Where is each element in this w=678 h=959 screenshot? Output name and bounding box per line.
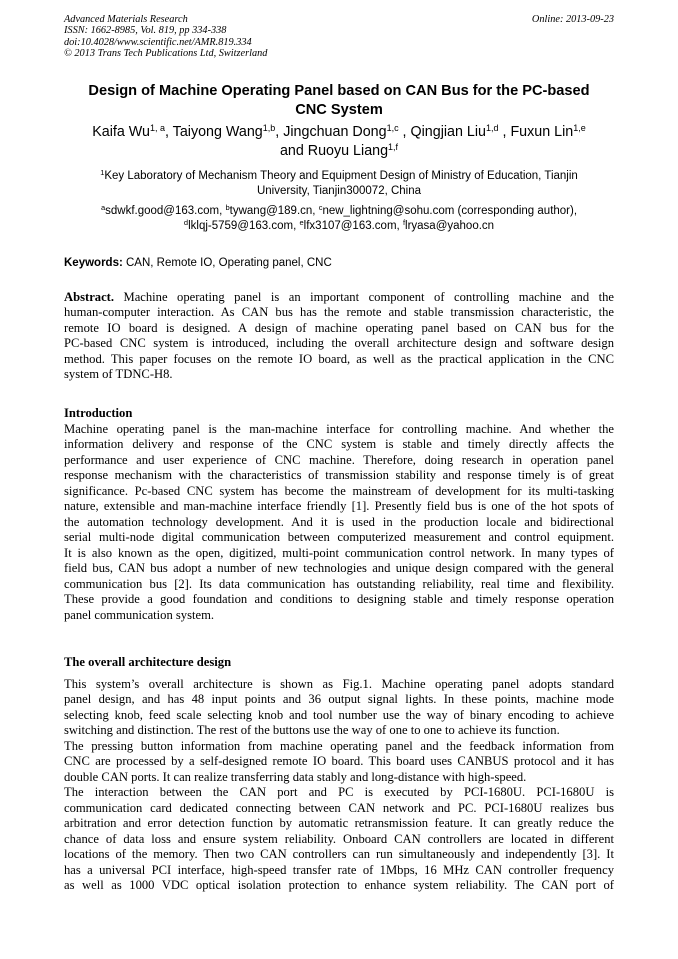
email-address: new_lightning@sohu.com (corresponding author), [322,205,578,217]
email-line-2 [40,219,638,234]
body-line: This system’s overall architecture is shown as Fig.1. Machine operating panel adopts standard [64,677,614,691]
body-line: as well as 1000 VDC optical isolation protection to enhance system reliability. The CAN port of [64,878,614,893]
abstract-line: human-computer interaction. As CAN bus has the remote and stable transmission characteristic, the [64,305,614,320]
affiliation-line-1 [58,169,620,184]
body-line: significance. Pc-based CNC system has become the mainstream of development for its multi-tasking [64,483,614,498]
affiliation [58,169,620,199]
abstract-line [64,290,614,305]
author-line-1 [44,123,634,142]
copyright-line: © 2013 Trans Tech Publications Ltd, Switzerland [64,47,268,59]
email-line-1 [40,204,638,219]
body-line: response mechanism with the characteristics of transmission stability and response timely is of great [64,468,614,483]
author-affiliation-mark: 1,d [486,123,499,133]
body-line: has a universal PCI interface, high-speed transfer rate of 1Mbps, 16 MHz CAN controller frequency [64,862,614,877]
journal-name: Advanced Materials Research [64,14,188,25]
abstract-line: method. This paper focuses on the remote IO board, as well as the practical application in the CNC [64,351,614,366]
email-mark: a [100,203,106,212]
email-address: sdwkf.good@163.com, [105,205,226,217]
section-heading-introduction: Introduction [64,406,133,420]
email-mark: c [318,203,323,212]
affiliation-mark: 1 [100,168,105,177]
abstract-line: PC-based CNC system is introduced, including the overall architecture design and software design [64,336,614,351]
abstract-label: Abstract. [64,290,115,304]
journal-header [64,14,616,59]
body-line: panel communication system. [64,607,215,622]
body-line: The interaction between the CAN port and PC is executed by PCI-1680U. PCI-1680U is [64,785,614,800]
email-address: tywang@189.cn, [229,205,319,217]
affiliation-text: Key Laboratory of Mechanism Theory and Equipment Design of Ministry of Education, Tianjin [104,170,578,182]
body-line: These provide a good foundation and conditions to designing stable and timely response operation [64,592,614,607]
email-mark: e [299,218,304,227]
body-line: chance of data loss and ensure system reliability. Onboard CAN controllers are located in different [64,831,614,846]
email-mark: f [402,218,406,227]
body-line: It is also known as the open, digitized, multi-point communication control network. In many types of [64,545,614,560]
body-line: performance and user experience of CNC machine. Therefore, doing research in operation panel [64,452,614,467]
author-line-2 [44,142,634,161]
body-line: The pressing button information from machine operating panel and the feedback information from [64,738,614,753]
abstract-line: system of TDNC-H8. [64,367,173,382]
author-affiliation-mark: 1,b [262,123,276,133]
email-address: lklqj-5759@163.com, [188,220,300,232]
author-emails [40,204,638,234]
author-affiliation-mark: 1,c [386,123,399,133]
paper-title [50,82,628,120]
author-name: and Ruoyu Liang [279,143,389,159]
body-line: Machine operating panel is the man-machine interface for controlling machine. And whether the [64,422,614,436]
body-line: double CAN ports. It can realize transferring data stably and long-distance with high-speed. [64,769,527,784]
architecture-paragraphs [64,677,614,894]
author-affiliation-mark: 1, a [149,123,165,133]
author-affiliation-mark: 1,e [573,123,586,133]
author-separator: , [164,124,173,140]
abstract [64,290,614,383]
body-line: communication card dedicated connecting between CAN network and PC. PCI-1680U realizes bus [64,800,614,815]
introduction-paragraph [64,422,614,623]
author-name: Fuxun Lin [510,124,574,140]
author-separator: , [275,124,284,140]
section-heading-architecture: The overall architecture design [64,655,232,669]
body-line: the automation technology development. And it is used in the production locale and bidirectional [64,514,614,529]
abstract-line: remote IO board is designed. A design of machine operating panel based on CAN bus for the [64,320,614,335]
body-line: selecting knob, feed scale selecting knob and tool number use the way of binary encoding to achieve [64,707,614,722]
issn-line: ISSN: 1662-8985, Vol. 819, pp 334-338 [64,25,227,37]
keywords-label: Keywords: [64,257,123,269]
email-address: lryasa@yahoo.cn [405,220,495,232]
keywords-text: CAN, Remote IO, Operating panel, CNC [122,257,332,269]
keywords [64,256,616,270]
title-line-2: CNC System [295,102,383,118]
online-date: Online: 2013-09-23 [531,14,614,25]
body-line: switching and distinction. The rest of the buttons use the way of one to one to achieve its function. [64,723,560,738]
body-line: information delivery and response of the CNC system is stable and timely directly affects the [64,437,614,452]
affiliation-line-2: University, Tianjin300072, China [256,185,422,197]
body-line: field bus, CAN bus adopt a number of new technologies and unique design compared with the general [64,561,614,576]
author-name: Jingchuan Dong [283,124,387,140]
body-line: serial multi-node digital communication between computerized measurement and control equipment. [64,530,614,545]
author-affiliation-mark: 1,f [388,142,399,152]
abstract-text: Machine operating panel is an important component of controlling machine and the [114,290,614,304]
doi-line: doi:10.4028/www.scientific.net/AMR.819.334 [64,36,252,48]
author-separator: , [498,124,511,140]
title-line-1: Design of Machine Operating Panel based on CAN Bus for the PC-based [88,83,590,99]
body-line: locations of the memory. Then two CAN controllers can run simultaneously and independently [3]. It [64,847,614,862]
body-line: arbitration and error detection function by automatic retransmission feature. It can greatly reduce the [64,816,614,831]
body-line: nature, extensible and man-machine interface friendly [1]. Presently field bus is one of the hot spots of [64,499,614,514]
body-line: CNC are processed by a self-designed remote IO board. This board uses CANBUS protocol and it has [64,754,614,769]
author-separator: , [398,124,411,140]
author-list [44,123,634,161]
body-line: communication bus [2]. Its data communication has outstanding reliability, real time and flexibility. [64,576,614,591]
author-name: Taiyong Wang [172,124,263,140]
author-name: Kaifa Wu [92,124,150,140]
author-name: Qingjian Liu [410,124,487,140]
body-line: panel design, and has 48 input points and 36 output signal lights. In these points, machine mode [64,692,614,707]
email-address: lfx3107@163.com, [303,220,403,232]
email-mark: b [225,203,230,212]
email-mark: d [183,218,189,227]
